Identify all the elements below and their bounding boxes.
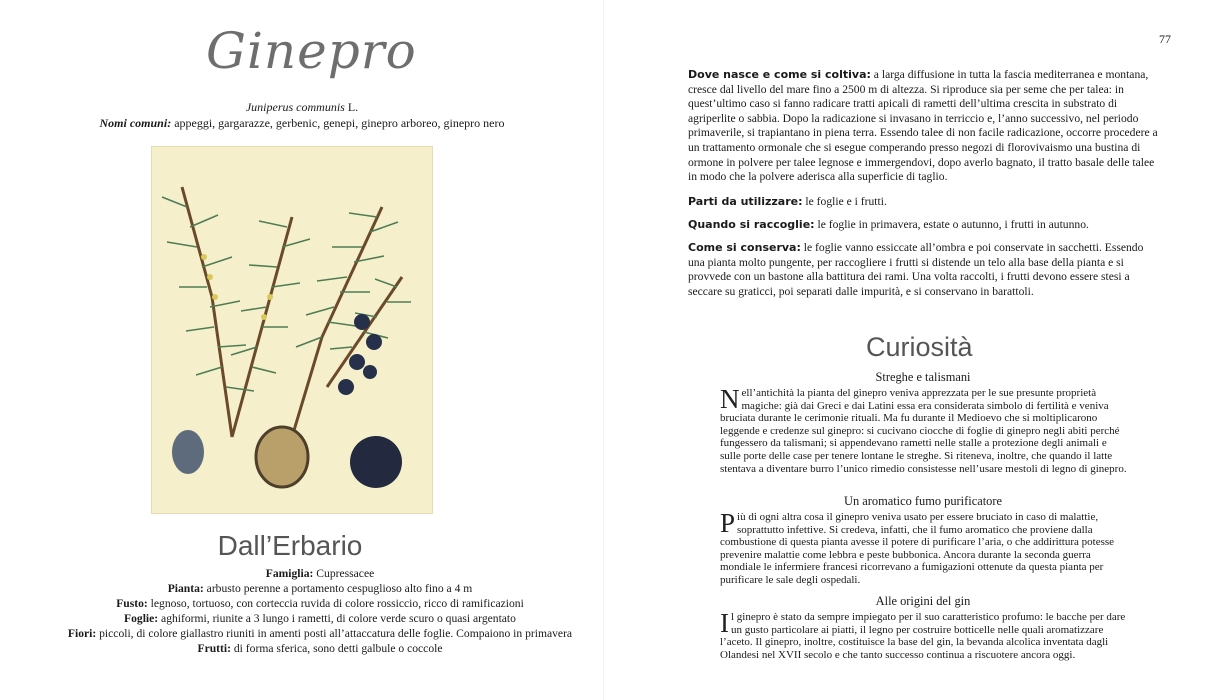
page-title: Ginepro — [206, 22, 417, 80]
section-text: a larga diffusione in tutta la fascia mediterranea e montana, cresce dal livello del mare fino a 2500 m di altezza. Si riproduce sia per seme che per talea: in quest’ultimo caso si fanno radicare tratti apicali di rametti dell’ultima crescita in substrato di agriperlite o sabbia. Dopo la radicazione si invasano in terriccio e, l’anno successivo, nel periodo primaverile, si trapiantano in piena terra. Essendo talee di non facile radicazione, occorre procedere a un trattamento ormonale che si esegue comperando presso negozi di florovivaismo una bustina di ormone in polvere per talee legnose e immergendovi, dopo averlo bagnato, il tratto basale delle talee in modo che la polvere aderisca alla superficie di taglio. — [688, 68, 1158, 184]
storage-section — [688, 241, 1158, 299]
story-title: Streghe e talismani — [875, 370, 971, 384]
curiosita-title: Curiosità — [866, 332, 973, 362]
drop-cap: I — [720, 608, 729, 638]
left-page — [0, 0, 604, 700]
fact-text: Cupressacee — [313, 567, 375, 580]
drop-cap: P — [720, 508, 736, 538]
fact-text: aghiformi, riunite a 3 lungo i rametti, di colore verde scuro o quasi argentato — [158, 612, 516, 625]
harvest-section — [688, 218, 1158, 233]
parts-section — [688, 195, 1158, 210]
latin-name — [0, 100, 604, 115]
story-text: l ginepro è stato da sempre impiegato per il suo caratteristico profumo: le bacche per dare un gusto particolare ai piatti, il legno per costruire botticelle nelle quali aromatizzare l’aceto. Il ginepro, inoltre, costituisce la base del gin, la bevanda alcolica inventata dagli Olandesi nel XVII secolo e che tanto successo continua a riscuotere ancora oggi. — [720, 611, 1126, 661]
fact-text: arbusto perenne a portamento cespuglioso alto fino a 4 m — [203, 582, 473, 595]
fact-row — [60, 611, 580, 626]
section-label: Dove nasce e come si coltiva: — [688, 68, 871, 81]
fact-label: Fiori: — [67, 627, 97, 640]
story-title: Un aromatico fumo purificatore — [844, 494, 1002, 508]
section-text: le foglie vanno essiccate all’ombra e poi conservate in sacchetti. Essendo una pianta molto pungente, per raccogliere i frutti si distende un telo alla base della pianta e si provvede con un bastone alla battitura dei rami. Una volta raccolti, i frutti devono essere stesi a seccare su graticci, poi separati dalle impurità, e si conservano in barattoli. — [688, 241, 1144, 298]
fact-label: Frutti: — [197, 642, 231, 655]
story-text: iù di ogni altra cosa il ginepro veniva usato per essere bruciato in caso di malattie, soprattutto infettive. Si credeva, infatti, che il fumo aromatico che proviene dalla combustione di questa pianta avesse il potere di purificare l’aria, o che addirittura potesse prevenire malattie come lebbra e peste bubbonica. Ancora durante la seconda guerra mondiale le infermiere francesi ricorrevano a fumigazioni ottenute da questa pianta per purificare le sale degli ospedali. — [720, 511, 1115, 586]
fact-label: Foglie: — [124, 612, 159, 625]
fact-row — [60, 596, 580, 611]
fact-text: piccoli, di colore giallastro riuniti in amenti posti all’attaccatura delle foglie. Compaiono in primavera — [96, 627, 573, 640]
story-title: Alle origini del gin — [875, 594, 971, 608]
fact-label: Famiglia: — [265, 567, 314, 580]
story-text: ell’antichità la pianta del ginepro veniva apprezzata per le sue presunte proprietà magiche: già dai Greci e dai Latini essa era considerata simbolo di fertilità e veniva bruciata durante le cerimonie rituali. Ma fu durante il Medioevo che si moltiplicarono leggende e credenze sul ginepro: si cucivano ciocche di foglie di ginepro negli abiti perché fungessero da talismani; si appendevano rametti nelle stalle a protezione degli animali e sulle porte delle case per tenere lontane le streghe. Si riteneva, inoltre, che quando il latte stentava a diventare burro l’unico rimedio consistesse nell’usare mestoli di legno di ginepro. — [720, 387, 1127, 475]
species-author: L. — [344, 100, 359, 114]
common-names-label: Nomi comuni: — [99, 116, 172, 130]
section-text: le foglie e i frutti. — [802, 195, 887, 208]
common-names — [0, 116, 604, 131]
plant-facts — [60, 566, 580, 656]
fact-row — [60, 641, 580, 656]
fact-row — [60, 626, 580, 641]
right-page — [604, 0, 1209, 700]
botanical-illustration — [151, 146, 433, 514]
story-paragraph — [720, 508, 1130, 587]
common-names-text: appeggi, gargarazze, gerbenic, genepi, ginepro arboreo, ginepro nero — [171, 116, 505, 130]
section-text: le foglie in primavera, estate o autunno, i frutti in autunno. — [814, 218, 1089, 231]
fact-label: Fusto: — [116, 597, 148, 610]
cultivation-section — [688, 68, 1158, 185]
section-label: Come si conserva: — [688, 241, 801, 254]
page-number: 77 — [1159, 32, 1171, 46]
fact-label: Pianta: — [167, 582, 204, 595]
fact-text: di forma sferica, sono detti galbule o coccole — [230, 642, 443, 655]
fact-text: legnoso, tortuoso, con corteccia ruvida di colore rossiccio, ricco di ramificazioni — [147, 597, 524, 610]
section-label: Parti da utilizzare: — [688, 195, 803, 208]
drop-cap: N — [720, 384, 740, 414]
section-label: Quando si raccoglie: — [688, 218, 815, 231]
fact-row — [60, 581, 580, 596]
fact-row — [60, 566, 580, 581]
section-title-erbario: Dall’Erbario — [217, 530, 363, 561]
story-paragraph — [720, 608, 1130, 661]
story-paragraph — [720, 384, 1130, 475]
species-name: Juniperus communis — [245, 100, 345, 114]
juniper-illustration — [152, 147, 432, 513]
